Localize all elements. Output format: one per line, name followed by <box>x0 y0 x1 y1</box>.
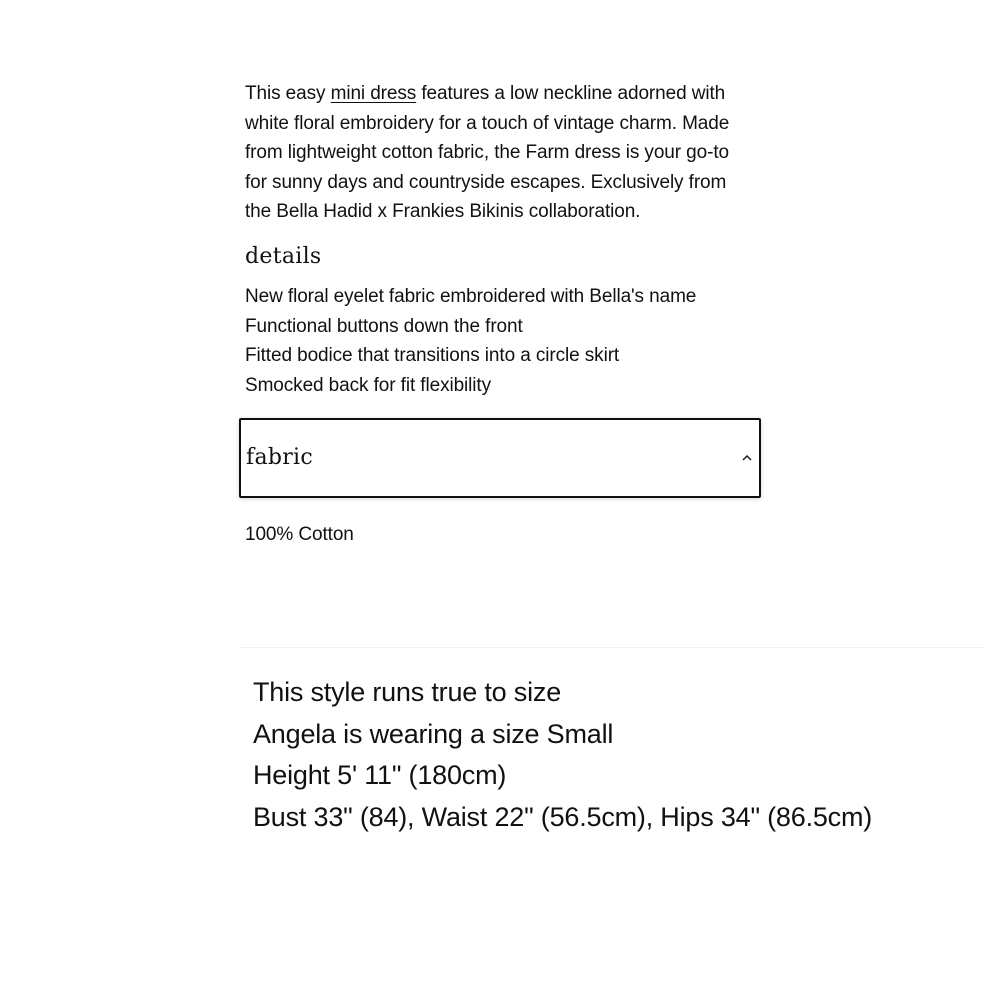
details-item: Fitted bodice that transitions into a circle skirt <box>245 345 620 367</box>
fit-note: This style runs true to size <box>253 677 562 707</box>
fabric-content: 100% Cotton <box>245 524 354 545</box>
fabric-accordion-toggle[interactable] <box>239 418 761 498</box>
chevron-up-icon <box>741 452 753 464</box>
details-item: New floral eyelet fabric embroidered with Bella's name <box>245 286 697 307</box>
description-text-line5: the Bella Hadid x Frankies Bikinis collaboration. <box>245 201 641 223</box>
details-item: Functional buttons down the front <box>245 315 523 337</box>
description-text-line4: for sunny days and countryside escapes. Exclusively from <box>245 171 727 193</box>
details-heading: details <box>245 244 322 269</box>
product-description <box>245 79 765 227</box>
fit-note: Bust 33" (84), Waist 22" (56.5cm), Hips 34" (86.5cm) <box>253 801 873 832</box>
description-text-line1: features a low neckline adorned with <box>416 83 726 104</box>
description-text-line2: white floral embroidery for a touch of vintage charm. Made <box>245 112 730 134</box>
details-list <box>245 282 696 400</box>
fit-notes <box>253 672 872 838</box>
fit-note: Angela is wearing a size Small <box>253 718 614 749</box>
description-text-before: This easy <box>245 83 331 104</box>
fabric-accordion-label: fabric <box>246 445 314 470</box>
section-divider <box>240 647 985 648</box>
mini-dress-link[interactable]: mini dress <box>330 83 417 104</box>
details-item: Smocked back for fit flexibility <box>245 374 491 396</box>
description-text-line3: from lightweight cotton fabric, the Farm dress is your go-to <box>245 142 729 164</box>
fit-note: Height 5' 11" (180cm) <box>253 760 507 791</box>
